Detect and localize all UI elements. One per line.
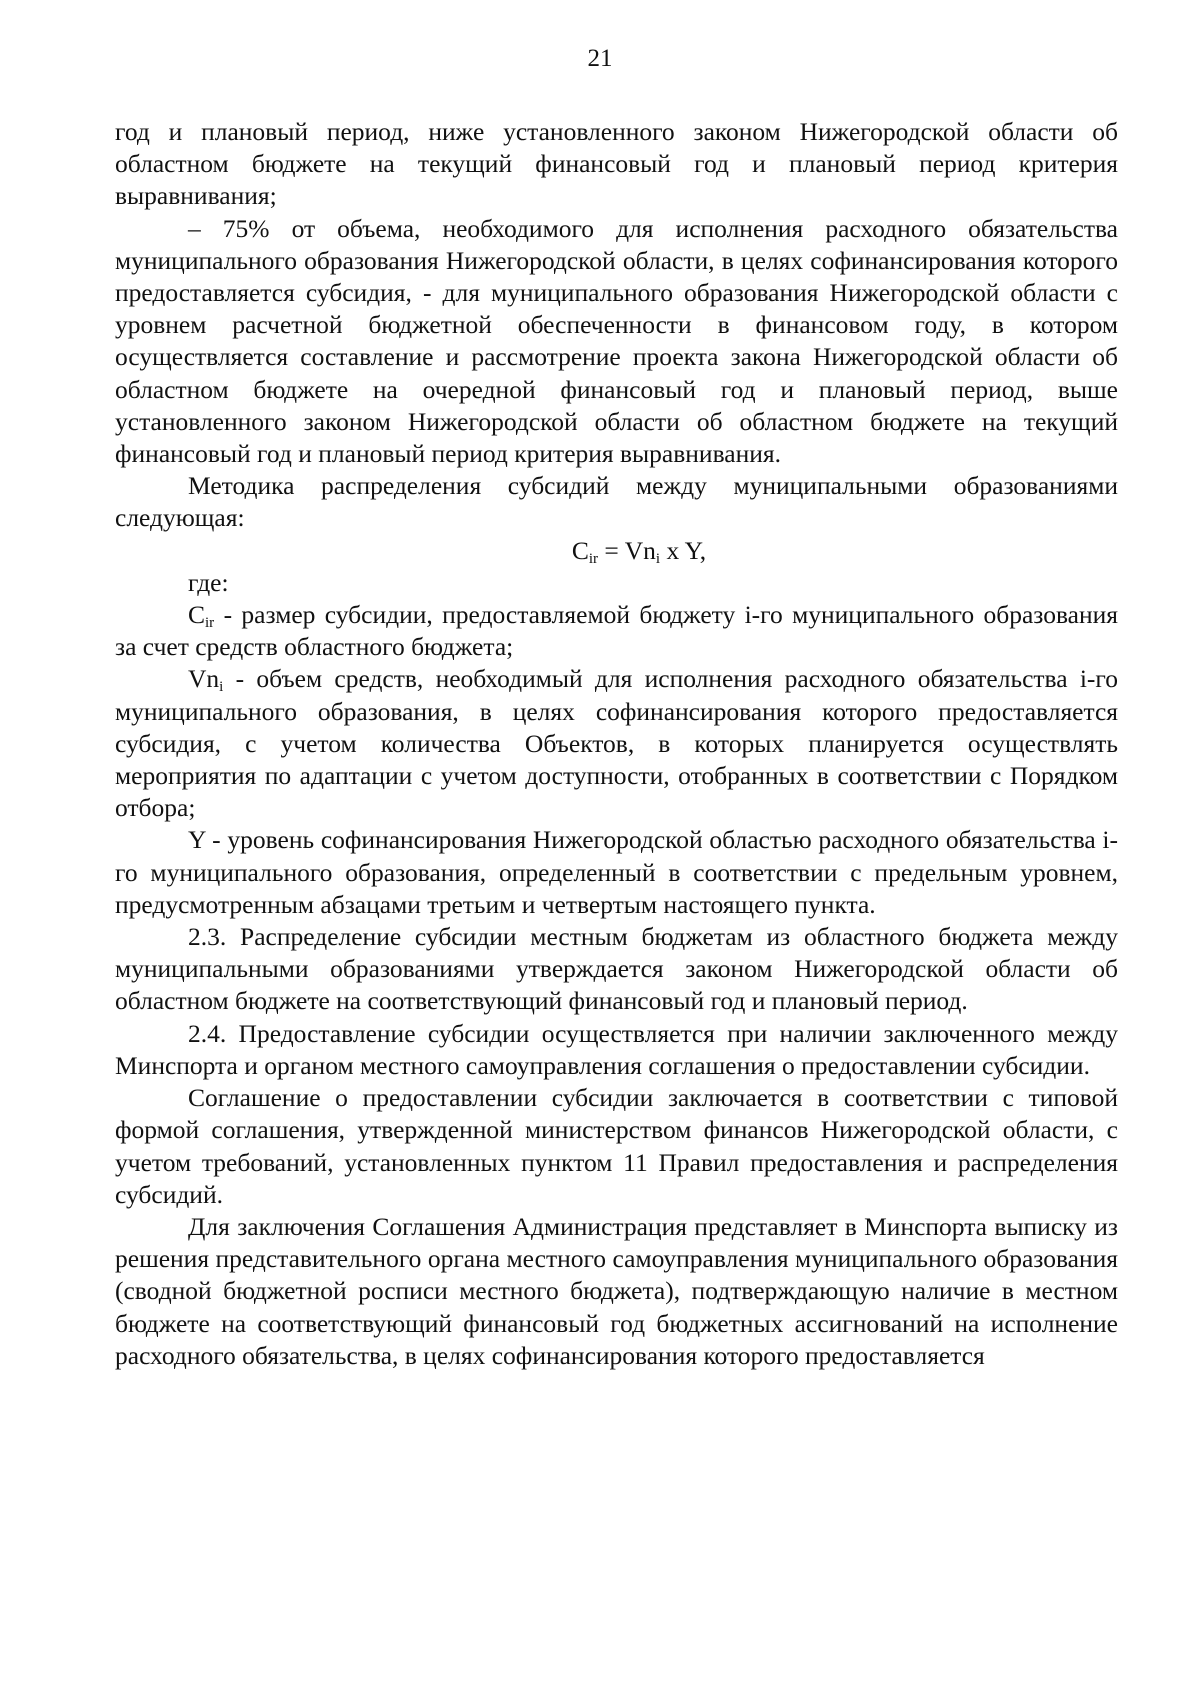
symbol-vn-subscript: i (219, 679, 224, 696)
symbol-vn: Vn (188, 664, 220, 694)
symbol-c: C (188, 600, 206, 630)
formula-vn-subscript: i (655, 550, 661, 567)
formula-equals-vn: = Vn (598, 535, 656, 565)
paragraph-def-vni (115, 663, 1118, 824)
page-number: 21 (587, 45, 613, 72)
formula (115, 535, 1118, 567)
symbol-c-subscript: ir (205, 615, 215, 632)
formula-tail: x Y, (660, 535, 707, 565)
paragraph-def-y: Y - уровень софинансирования Нижегородской областью расходного обязательства i-го муниципального образования, определенный в соответствии с предельным уровнем, предусмотренным абзацами третьим и четвертым настоящего пункта. (115, 825, 1118, 919)
def-cir-text: - размер субсидии, предоставляемой бюджету i-го муниципального образования за счет средств областного бюджета; (115, 600, 1118, 662)
formula-c: C (571, 535, 589, 565)
paragraph-agreement: Соглашение о предоставлении субсидии заключается в соответствии с типовой формой соглашения, утвержденной министерством финансов Нижегородской области, с учетом требований, установленных пунктом 11 Правил предоставления и распределения субсидий. (115, 1083, 1118, 1209)
paragraph-2-4: 2.4. Предоставление субсидии осуществляется при наличии заключенного между Минспорта и органом местного самоуправления соглашения о предоставлении субсидии. (115, 1018, 1118, 1080)
paragraph-cofinancing-75: – 75% от объема, необходимого для исполнения расходного обязательства муниципального образования Нижегородской области, в целях софинансирования которого предоставляется субсидия, - для муниципального образования Нижегородской области с уровнем расчетной бюджетной обеспеченности в финансовом году, в котором осуществляется составление и рассмотрение проекта закона Нижегородской области об областном бюджете на очередной финансовый год и плановый период, выше установленного законом Нижегородской области об областном бюджете на текущий финансовый год и плановый период критерия выравнивания. (115, 213, 1118, 469)
def-vni-text: - объем средств, необходимый для исполнения расходного обязательства i-го муниципального образования, в целях софинансирования которого предоставляется субсидия, с учетом количества Объектов, в которых планируется осуществлять мероприятия по адаптации с учетом доступности, отобранных в соответствии с Порядком отбора; (115, 664, 1118, 823)
paragraph-def-cir (115, 599, 1118, 663)
paragraph-methodology-intro: Методика распределения субсидий между муниципальными образованиями следующая: (115, 471, 1118, 533)
paragraph-administration: Для заключения Соглашения Администрация представляет в Минспорта выписку из решения представительного органа местного самоуправления муниципального образования (сводной бюджетной росписи местного бюджета), подтверждающую наличие в местном бюджете на соответствующий финансовый год бюджетных ассигнований на исполнение расходного обязательства, в целях софинансирования которого предоставляется (115, 1211, 1118, 1370)
paragraph-2-3: 2.3. Распределение субсидии местным бюджетам из областного бюджета между муниципальными образованиями утверждается законом Нижегородской области об областном бюджете на соответствующий финансовый год и плановый период. (115, 922, 1118, 1016)
document-body (115, 116, 1118, 1372)
paragraph-where: где: (188, 567, 229, 597)
formula-c-subscript: ir (588, 550, 599, 567)
paragraph-continuation: год и плановый период, ниже установленного законом Нижегородской области об областном бюджете на текущий финансовый год и плановый период критерия выравнивания; (115, 117, 1118, 211)
